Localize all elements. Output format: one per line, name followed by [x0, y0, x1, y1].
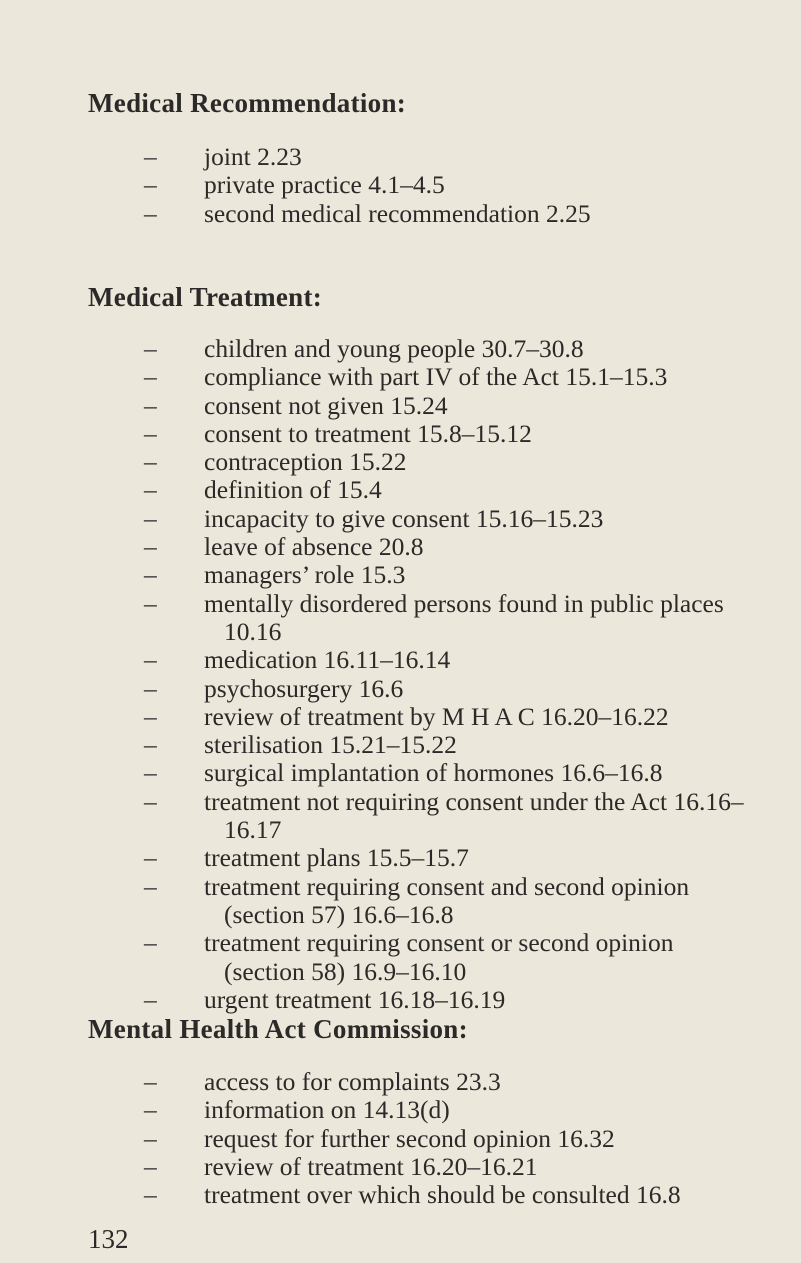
index-entry — [0, 420, 801, 448]
entry-dash: – — [144, 170, 157, 200]
entry-dash: – — [144, 475, 157, 505]
entry-text: treatment plans 15.5–15.7 — [204, 843, 469, 873]
entry-text: sterilisation 15.21–15.22 — [204, 730, 457, 760]
entry-list-medical-treatment — [0, 335, 801, 1014]
entry-dash: – — [144, 1123, 157, 1153]
entry-dash: – — [144, 560, 157, 590]
entry-text: treatment requiring consent and second opinion (section 57) 16.6–16.8 — [204, 871, 690, 929]
index-entry — [0, 505, 801, 533]
entry-text: request for further second opinion 16.32 — [204, 1123, 615, 1153]
index-entry — [0, 788, 801, 845]
index-entry — [0, 143, 801, 171]
index-entry — [0, 561, 801, 589]
entry-text: joint 2.23 — [204, 142, 302, 171]
index-entry — [0, 476, 801, 504]
entry-dash: – — [144, 198, 157, 228]
entry-dash: – — [144, 928, 157, 958]
entry-dash: – — [144, 142, 157, 171]
entry-text: medication 16.11–16.14 — [204, 645, 451, 675]
entry-dash: – — [144, 532, 157, 562]
entry-list-medical-recommendation — [0, 143, 801, 228]
index-entry — [0, 759, 801, 787]
entry-text: treatment not requiring consent under the Act 16.16–16.17 — [204, 786, 744, 845]
entry-dash: – — [144, 673, 157, 703]
entry-text: information on 14.13(d) — [204, 1095, 450, 1125]
entry-dash: – — [144, 418, 157, 448]
section-heading-medical-treatment: Medical Treatment: — [88, 282, 323, 312]
entry-text: treatment over which should be consulted 16.8 — [204, 1180, 681, 1210]
index-entry — [0, 200, 801, 228]
entry-list-mental-health-act-commission — [0, 1068, 801, 1209]
entry-dash: – — [144, 871, 157, 901]
entry-text: compliance with part IV of the Act 15.1–15.3 — [204, 362, 668, 392]
index-entry — [0, 363, 801, 391]
index-entry — [0, 1096, 801, 1124]
index-entry — [0, 646, 801, 674]
entry-text: treatment requiring consent or second opinion (section 58) 16.9–16.10 — [204, 928, 674, 986]
index-entry — [0, 986, 801, 1014]
index-entry — [0, 1153, 801, 1181]
entry-dash: – — [144, 447, 157, 477]
entry-dash: – — [144, 1180, 157, 1210]
entry-dash: – — [144, 1067, 157, 1096]
index-entry — [0, 171, 801, 199]
index-entry — [0, 590, 801, 647]
entry-dash: – — [144, 645, 157, 675]
entry-text: definition of 15.4 — [204, 475, 382, 505]
index-entry — [0, 448, 801, 476]
entry-dash: – — [144, 503, 157, 533]
entry-text: leave of absence 20.8 — [204, 532, 424, 562]
section-heading-medical-recommendation: Medical Recommendation: — [88, 88, 407, 118]
entry-dash: – — [144, 1151, 157, 1181]
entry-dash: – — [144, 730, 157, 760]
entry-dash: – — [144, 390, 157, 420]
entry-text: private practice 4.1–4.5 — [204, 170, 445, 200]
index-entry — [0, 533, 801, 561]
entry-text: managers’ role 15.3 — [204, 560, 406, 590]
entry-text: consent not given 15.24 — [204, 390, 448, 420]
index-entry — [0, 335, 801, 363]
index-entry — [0, 675, 801, 703]
entry-text: incapacity to give consent 15.16–15.23 — [204, 503, 604, 533]
entry-text: mentally disordered persons found in public places 10.16 — [204, 588, 724, 646]
entry-dash: – — [144, 701, 157, 731]
index-entry — [0, 703, 801, 731]
section-heading-mental-health-act-commission: Mental Health Act Commission: — [88, 1014, 468, 1044]
entry-dash: – — [144, 588, 157, 618]
entry-dash: – — [144, 362, 157, 392]
index-entry — [0, 844, 801, 872]
index-entry — [0, 731, 801, 759]
index-entry — [0, 1125, 801, 1153]
entry-text: children and young people 30.7–30.8 — [204, 334, 584, 363]
entry-text: contraception 15.22 — [204, 447, 407, 477]
index-entry — [0, 1068, 801, 1096]
page-number: 132 — [88, 1224, 129, 1254]
entry-text: psychosurgery 16.6 — [204, 673, 404, 703]
entry-dash: – — [144, 1095, 157, 1125]
index-entry — [0, 929, 801, 986]
entry-text: surgical implantation of hormones 16.6–16.8 — [204, 758, 663, 788]
index-entry — [0, 873, 801, 930]
entry-text: review of treatment by M H A C 16.20–16.22 — [204, 701, 669, 731]
entry-dash: – — [144, 334, 157, 363]
entry-text: consent to treatment 15.8–15.12 — [204, 418, 532, 448]
entry-text: access to for complaints 23.3 — [204, 1067, 501, 1096]
entry-dash: – — [144, 758, 157, 788]
entry-dash: – — [144, 843, 157, 873]
entry-dash: – — [144, 984, 157, 1014]
entry-dash: – — [144, 786, 157, 816]
index-entry — [0, 392, 801, 420]
entry-text: second medical recommendation 2.25 — [204, 198, 591, 228]
entry-text: review of treatment 16.20–16.21 — [204, 1151, 538, 1181]
entry-text: urgent treatment 16.18–16.19 — [204, 984, 506, 1014]
index-entry — [0, 1181, 801, 1209]
